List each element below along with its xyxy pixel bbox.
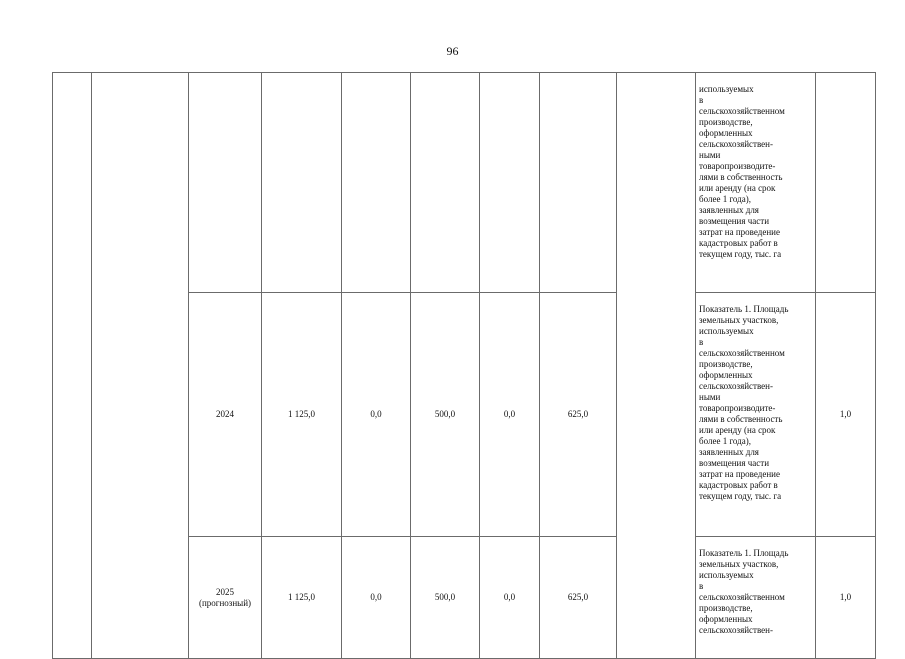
total-cell: 1 125,0 — [262, 537, 342, 659]
indicator-value-cell: 1,0 — [816, 293, 876, 537]
merged-cell-number — [53, 73, 92, 659]
year-cell — [189, 537, 262, 659]
year-note: (прогнозный) — [198, 597, 252, 608]
indicator-value-cell: 1,0 — [816, 537, 876, 659]
federal-budget-cell: 0,0 — [342, 537, 411, 659]
merged-cell-executor — [617, 73, 696, 659]
merged-cell-name — [92, 73, 189, 659]
federal-budget-cell — [342, 73, 411, 293]
indicator-cell — [696, 73, 816, 293]
local-budget-cell — [480, 73, 540, 293]
other-sources-cell: 625,0 — [540, 537, 617, 659]
federal-budget-cell: 0,0 — [342, 293, 411, 537]
table-row — [53, 73, 876, 293]
indicator-text: Показатель 1. Площадь земельных участков, используемых в сельскохозяйственном производстве, оформленных сельскохозяйствен- — [699, 548, 789, 635]
regional-budget-cell: 500,0 — [411, 293, 480, 537]
regional-budget-cell — [411, 73, 480, 293]
local-budget-cell: 0,0 — [480, 537, 540, 659]
page-number: 96 — [446, 44, 459, 58]
year-label: 2025 — [216, 586, 234, 597]
budget-table — [52, 72, 876, 659]
indicator-text: Показатель 1. Площадь земельных участков, используемых в сельскохозяйственном производстве, оформленных сельскохозяйствен- ными товаропроизводите- лями в собственность или аренду (на срок более 1 года), заявленных для возмещения части затрат на проведение кадастровых работ в текущем году, тыс. га — [699, 304, 789, 501]
total-cell: 1 125,0 — [262, 293, 342, 537]
indicator-value-cell — [816, 73, 876, 293]
local-budget-cell: 0,0 — [480, 293, 540, 537]
indicator-text: используемых в сельскохозяйственном производстве, оформленных сельскохозяйствен- ными товаропроизводите- лями в собственность или аренду (на срок более 1 года), заявленных для возмещения части затрат на проведение кадастровых работ в текущем году, тыс. га — [699, 84, 785, 259]
year-cell — [189, 73, 262, 293]
other-sources-cell — [540, 73, 617, 293]
indicator-cell — [696, 293, 816, 537]
year-cell: 2024 — [189, 293, 262, 537]
total-cell — [262, 73, 342, 293]
regional-budget-cell: 500,0 — [411, 537, 480, 659]
indicator-cell — [696, 537, 816, 659]
other-sources-cell: 625,0 — [540, 293, 617, 537]
